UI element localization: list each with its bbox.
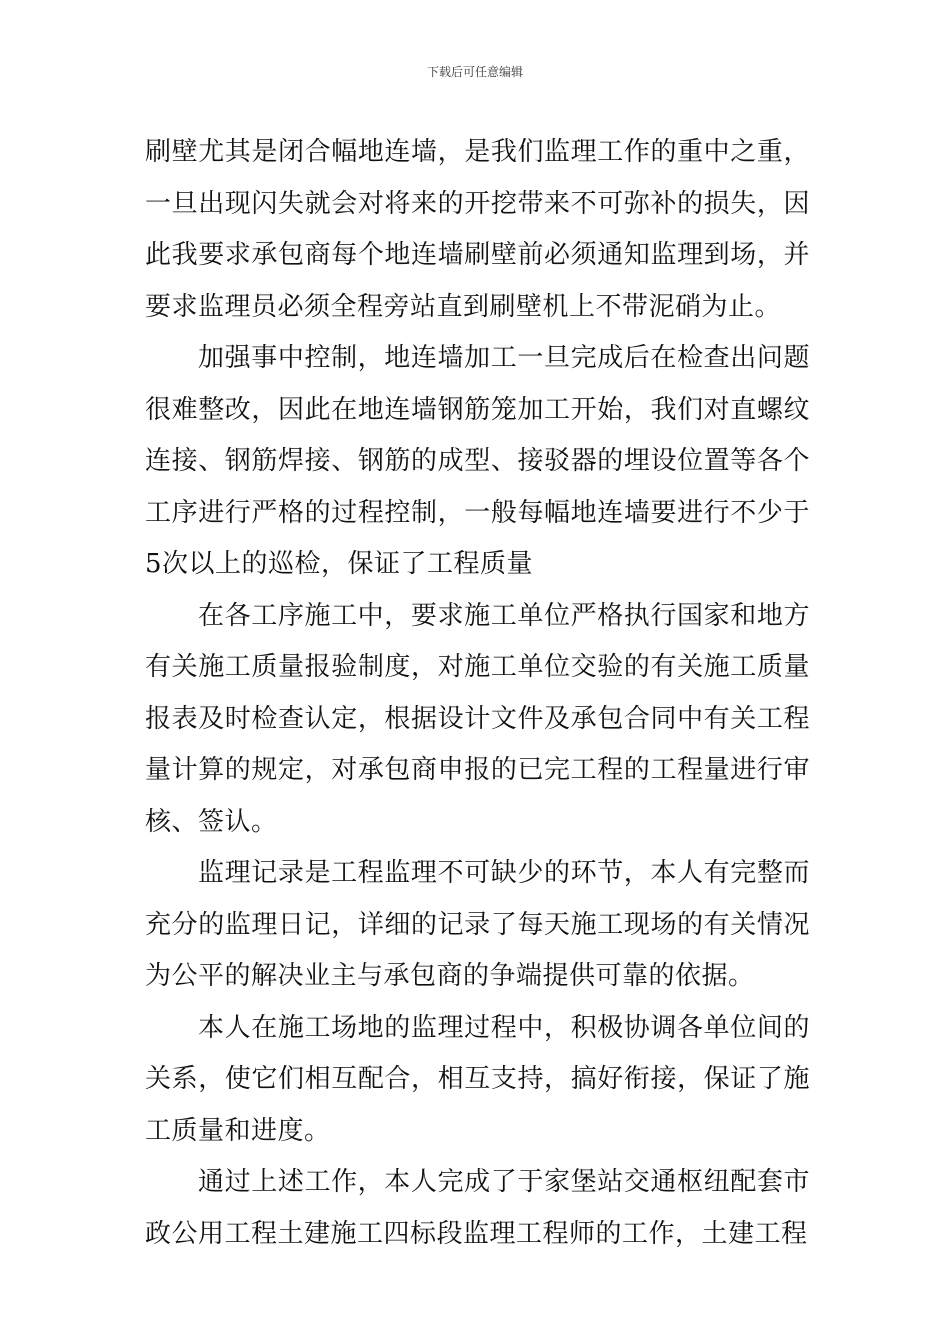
paragraph: 加强事中控制，地连墙加工一旦完成后在检查出问题很难整改，因此在地连墙钢筋笼加工开始，我们对直螺纹连接、钢筋焊接、钢筋的成型、接驳器的埋设位置等各个工序进行严格的过程控制，一般每幅地连墙要进行不少于5次以上的巡检，保证了工程质量 [145, 343, 810, 579]
document-body [145, 127, 810, 1260]
paragraph: 本人在施工场地的监理过程中，积极协调各单位间的关系，使它们相互配合，相互支持，搞好衔接，保证了施工质量和进度。 [145, 1012, 810, 1146]
paragraph: 通过上述工作，本人完成了于家堡站交通枢纽配套市政公用工程土建施工四标段监理工程师的工作，土建工程 [145, 1167, 810, 1249]
paragraph: 监理记录是工程监理不可缺少的环节，本人有完整而充分的监理日记，详细的记录了每天施工现场的有关情况为公平的解决业主与承包商的争端提供可靠的依据。 [145, 858, 810, 991]
paragraph-continued: 刷壁尤其是闭合幅地连墙，是我们监理工作的重中之重，一旦出现闪失就会对将来的开挖带来不可弥补的损失，因此我要求承包商每个地连墙刷壁前必须通知监理到场，并要求监理员必须全程旁站直到刷壁机上不带泥硝为止。 [145, 137, 810, 322]
paragraph: 在各工序施工中，要求施工单位严格执行国家和地方有关施工质量报验制度，对施工单位交验的有关施工质量报表及时检查认定，根据设计文件及承包合同中有关工程量计算的规定，对承包商申报的已完工程的工程量进行审核、签认。 [145, 600, 810, 837]
page-header: 下载后可任意编辑 [426, 65, 523, 79]
